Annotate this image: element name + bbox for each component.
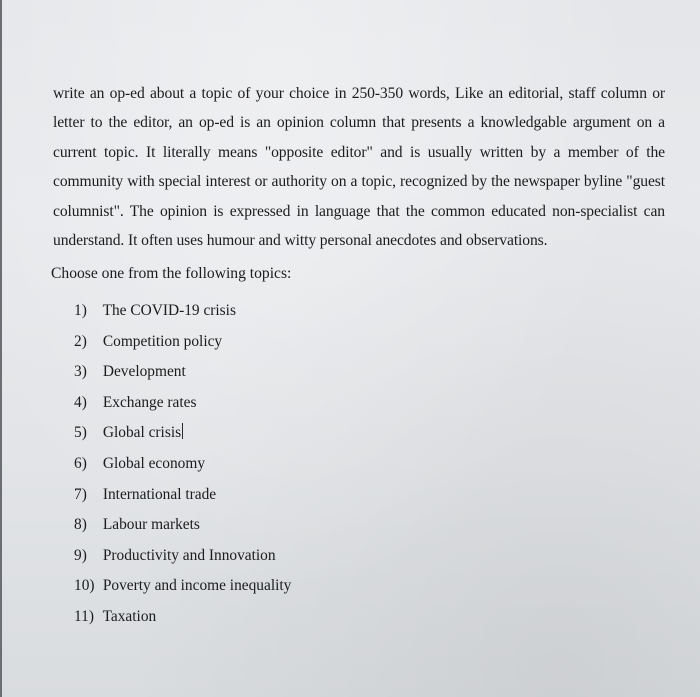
- topic-label: Labour markets: [102, 516, 200, 534]
- topic-number: 10): [74, 577, 95, 595]
- topic-number: 3): [74, 363, 87, 381]
- topic-label: Global economy: [102, 454, 206, 472]
- topic-label: Competition policy: [102, 332, 223, 350]
- topic-label: Exchange rates: [102, 393, 197, 411]
- topic-number: 2): [74, 332, 87, 350]
- topic-item-8: [74, 510, 291, 541]
- topic-label: Taxation: [102, 607, 157, 625]
- topic-number: 11): [74, 607, 94, 625]
- topic-item-3: [74, 357, 291, 388]
- assignment-paragraph: write an op-ed about a topic of your choice in 250-350 words, Like an editorial, staff column or letter to the editor, an op-ed is an opinion column that presents a knowledgable argument on a current topic. It literally means "opposite editor" and is usually written by a member of the community with special interest or authority on a topic, recognized by the newspaper byline "guest columnist". The opinion is expressed in language that the common educated non-specialist can understand. It often uses humour and witty personal anecdotes and observations.: [53, 85, 665, 250]
- topic-prompt: Choose one from the following topics:: [51, 265, 292, 282]
- topic-number: 5): [74, 424, 87, 442]
- topic-item-9: [74, 541, 291, 572]
- topic-item-2: [74, 327, 291, 358]
- topic-number: 9): [74, 546, 87, 564]
- topic-number: 7): [74, 485, 87, 503]
- topic-label: The COVID-19 crisis: [102, 302, 236, 319]
- topic-number: 1): [74, 302, 87, 319]
- text-cursor: [182, 423, 183, 439]
- topic-label: Poverty and income inequality: [102, 577, 292, 595]
- topic-item-10: [74, 571, 291, 602]
- topic-item-4: [74, 388, 291, 419]
- topic-label: Development: [102, 363, 186, 381]
- topic-number: 4): [74, 393, 87, 411]
- topic-item-6: [74, 449, 291, 480]
- topic-item-1: [74, 296, 291, 327]
- topic-list: [74, 296, 291, 633]
- topic-number: 6): [74, 454, 87, 472]
- topic-number: 8): [74, 516, 87, 534]
- topic-label: International trade: [102, 485, 217, 503]
- page-edge: [0, 0, 2, 697]
- topic-item-7: [74, 480, 291, 511]
- topic-label: Global crisis: [102, 424, 182, 442]
- topic-item-11: [74, 602, 291, 633]
- topic-item-5: [74, 418, 291, 449]
- topic-label: Productivity and Innovation: [102, 546, 276, 564]
